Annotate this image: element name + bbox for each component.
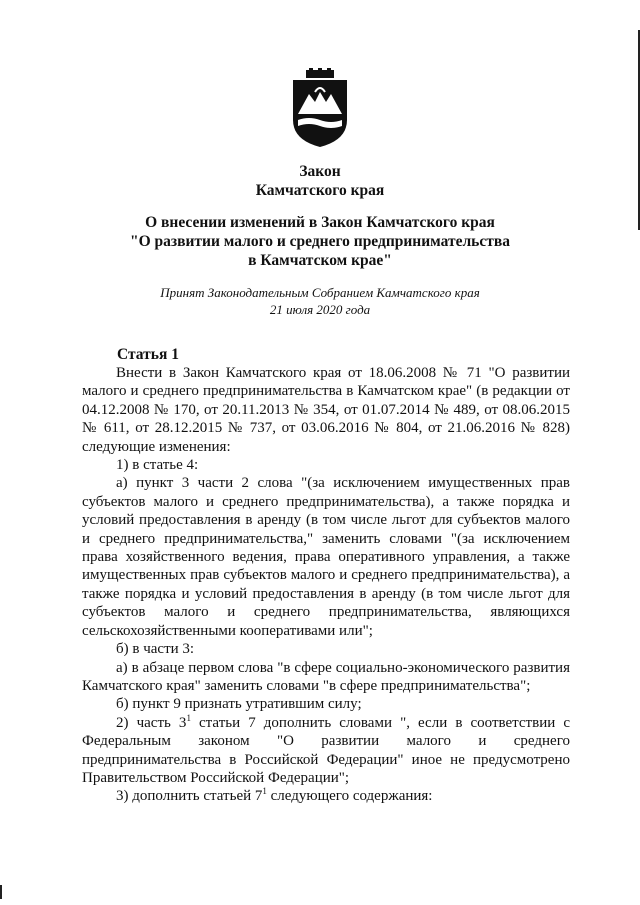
paragraph: б) в части 3: bbox=[116, 641, 195, 658]
paragraph: а) пункт 3 части 2 слова "(за исключением имущественных прав субъектов малого и среднего предпринимательства), а также порядка и условий предоставления в аренду (в том числе льгот для субъектов малого и среднего предпринимательства," заменить словами "(за исключением права хозяйственного ведения, права оперативного управления, а также имущественных прав субъектов малого и среднего предпринимательства), а также порядка и условий предоставления в аренду (в том числе льгот для субъектов малого и среднего предпринимательства, являющихся сельскохозяйственными кооперативами или"; bbox=[82, 475, 570, 639]
text-run: следующего содержания: bbox=[266, 788, 433, 805]
superscript: 1 bbox=[262, 786, 267, 797]
paragraph: Внести в Закон Камчатского края от 18.06.2008 № 71 "О развитии малого и среднего предпринимательства в Камчатском крае" (в редакции от 04.12.2008 № 170, от 20.11.2013 № 354, от 01.07.2014 № 489, от 08.06.2015 № 611, от 28.12.2015 № 737, от 03.06.2016 № 804, от 21.06.2016 № 828) следующие изменения: bbox=[82, 365, 570, 455]
article-body bbox=[82, 364, 570, 806]
adoption-date: 21 июля 2020 года bbox=[269, 302, 371, 317]
coat-of-arms-emblem bbox=[289, 68, 351, 148]
scan-edge-mark bbox=[0, 885, 2, 899]
subtitle-line: О внесении изменений в Закон Камчатского края bbox=[145, 214, 495, 231]
text-run: статьи 7 дополнить словами ", если в соответствии с Федеральным законом "О развитии малого и среднего предпринимательства в Российской Федерации" иное не предусмотрено Правительством Российской Федерации"; bbox=[82, 714, 570, 786]
paragraph bbox=[82, 787, 570, 805]
adoption-note bbox=[0, 284, 640, 318]
paragraph: а) в абзаце первом слова "в сфере социально-экономического развития Камчатского края" заменить словами "в сфере предпринимательства"; bbox=[82, 659, 570, 694]
text-run: 3) дополнить статьей 7 bbox=[116, 788, 263, 805]
document-title bbox=[0, 162, 640, 200]
document-subtitle bbox=[0, 213, 640, 270]
subtitle-line: "О развитии малого и среднего предпринимательства bbox=[130, 233, 510, 250]
paragraph: б) пункт 9 признать утратившим силу; bbox=[116, 696, 362, 713]
paragraph bbox=[82, 714, 570, 788]
superscript: 1 bbox=[186, 712, 191, 723]
adoption-line: Принят Законодательным Собранием Камчатского края bbox=[160, 285, 480, 300]
title-line: Закон bbox=[299, 163, 341, 180]
title-line: Камчатского края bbox=[255, 182, 385, 199]
paragraph: 1) в статье 4: bbox=[116, 457, 199, 474]
text-run: 2) часть 3 bbox=[116, 714, 187, 731]
article-heading: Статья 1 bbox=[117, 346, 179, 363]
subtitle-line: в Камчатском крае" bbox=[248, 252, 392, 269]
